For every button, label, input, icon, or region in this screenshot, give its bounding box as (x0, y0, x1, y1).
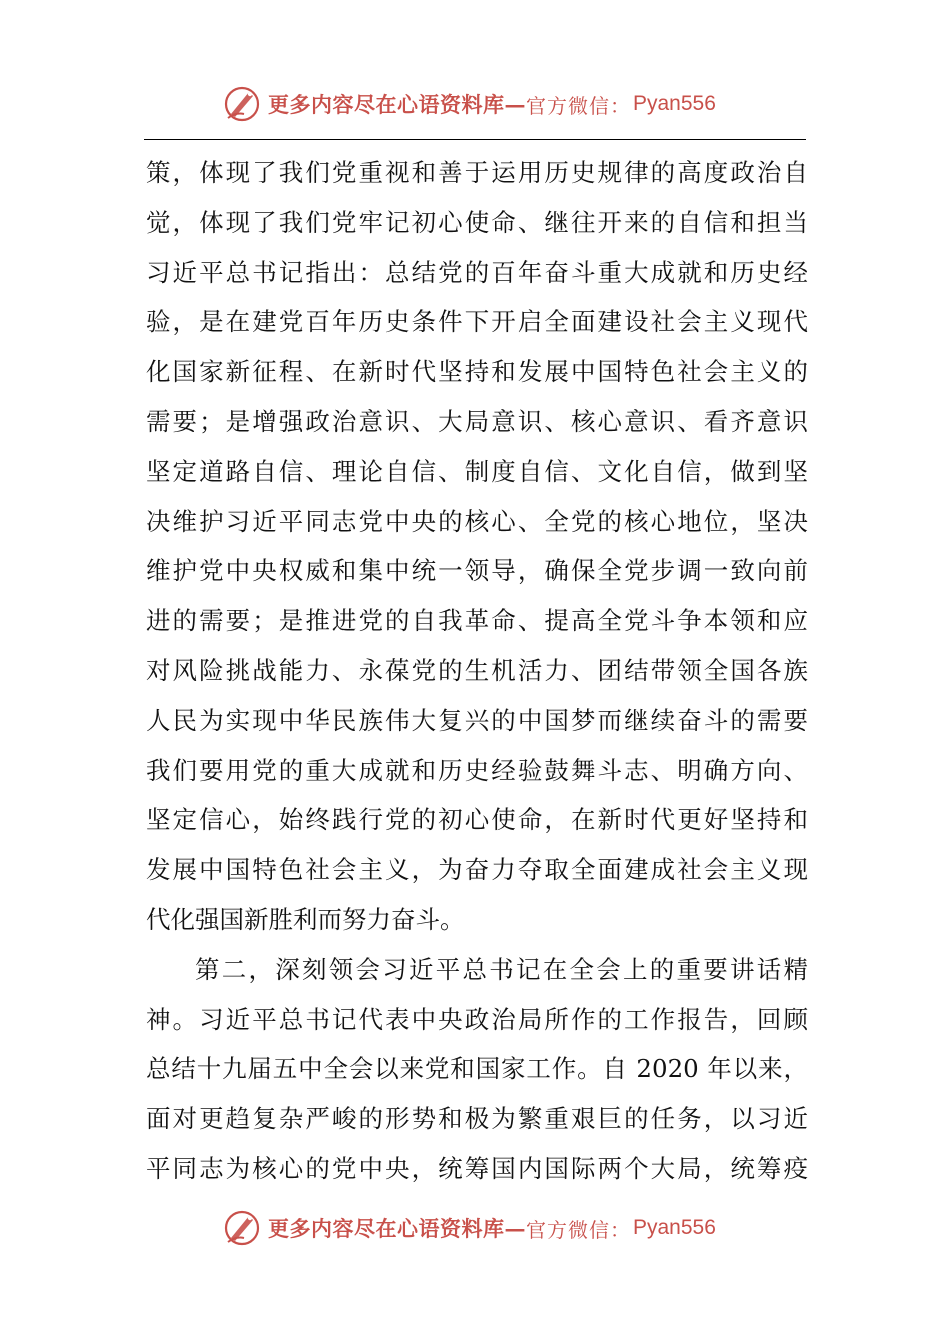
text-line: 发展中国特色社会主义，为奋力夺取全面建成社会主义现 (146, 855, 808, 885)
header-divider (144, 139, 806, 140)
watermark-main-text: 更多内容尽在心语资料库— (268, 1216, 526, 1241)
document-body (146, 148, 808, 1194)
text-line: 总结十九届五中全会以来党和国家工作。自 2020 年以来， (146, 1054, 808, 1084)
text-line: 维护党中央权威和集中统一领导，确保全党步调一致向前 (146, 556, 808, 586)
text-line: 对风险挑战能力、永葆党的生机活力、团结带领全国各族 (146, 655, 808, 685)
pen-logo-icon (222, 1208, 262, 1248)
text-line: 平同志为核心的党中央，统筹国内国际两个大局，统筹疫 (146, 1153, 808, 1183)
text-line: 第二，深刻领会习近平总书记在全会上的重要讲话精 (195, 954, 808, 984)
watermark-wechat-id: Pyan556 (633, 92, 716, 115)
footer-watermark (222, 1206, 716, 1250)
watermark-wechat-label: 官方微信： (526, 1217, 631, 1242)
watermark-wechat-label: 官方微信： (526, 93, 631, 118)
pen-logo-icon (222, 84, 262, 124)
text-line: 坚定道路自信、理论自信、制度自信、文化自信，做到坚 (146, 456, 808, 486)
text-line: 策，体现了我们党重视和善于运用历史规律的高度政治自 (146, 158, 808, 187)
header-watermark (222, 82, 716, 126)
text-line: 决维护习近平同志党中央的核心、全党的核心地位，坚决 (146, 506, 808, 536)
text-line: 验，是在建党百年历史条件下开启全面建设社会主义现代 (146, 307, 808, 337)
paragraph-1 (146, 148, 808, 945)
watermark-main-text: 更多内容尽在心语资料库— (268, 92, 526, 117)
text-line: 化国家新征程、在新时代坚持和发展中国特色社会主义的 (146, 357, 808, 387)
text-line: 人民为实现中华民族伟大复兴的中国梦而继续奋斗的需要 (146, 705, 808, 735)
text-line: 坚定信心，始终践行党的初心使命，在新时代更好坚持和 (146, 805, 808, 835)
text-line: 面对更趋复杂严峻的形势和极为繁重艰巨的任务，以习近 (146, 1104, 808, 1134)
text-line: 我们要用党的重大成就和历史经验鼓舞斗志、明确方向、 (146, 755, 808, 785)
text-line: 代化强国新胜利而努力奋斗。 (146, 904, 465, 934)
text-line: 神。习近平总书记代表中央政治局所作的工作报告，回顾 (146, 1004, 808, 1034)
watermark-wechat-id: Pyan556 (633, 1216, 716, 1239)
text-line: 习近平总书记指出：总结党的百年奋斗重大成就和历史经 (146, 257, 808, 287)
paragraph-2 (146, 945, 808, 1194)
text-line: 进的需要；是推进党的自我革命、提高全党斗争本领和应 (146, 606, 808, 636)
text-line: 需要；是增强政治意识、大局意识、核心意识、看齐意识 (146, 406, 808, 436)
text-line: 觉，体现了我们党牢记初心使命、继往开来的自信和担当 (146, 207, 808, 237)
